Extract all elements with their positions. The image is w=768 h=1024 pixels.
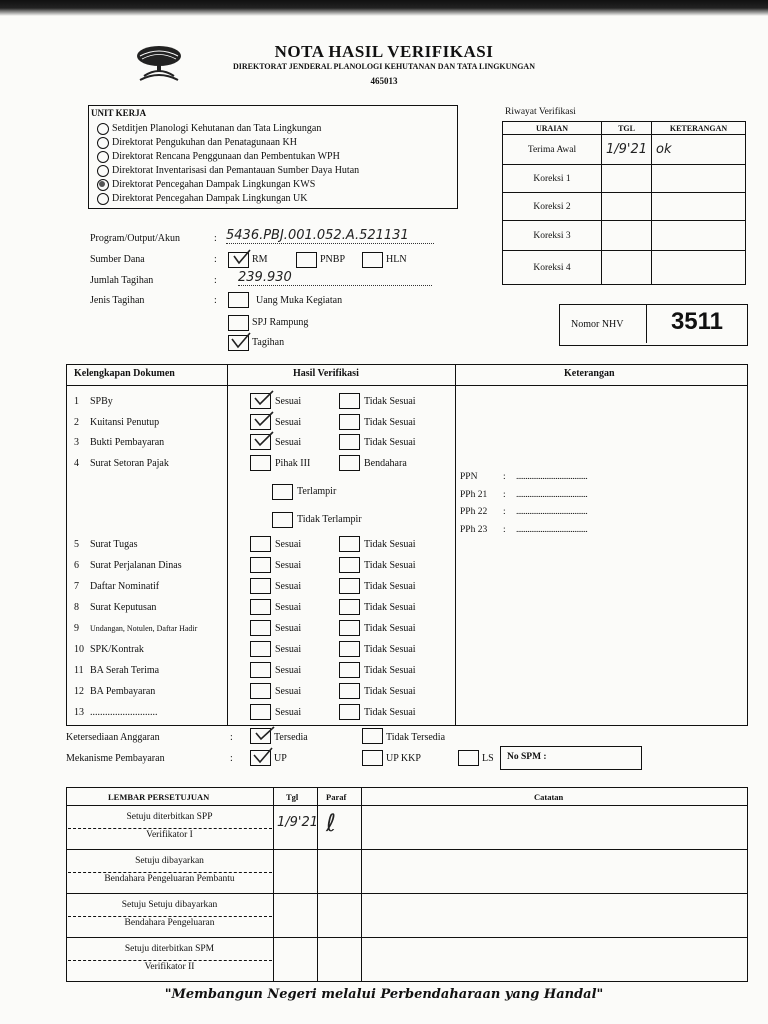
program-value: 5436.PBJ.001.052.A.521131 [226,228,434,244]
anggaran-label: Ketersediaan Anggaran [66,732,160,743]
sesuai-label: Sesuai [275,539,302,550]
unit-kerja-option-label: Direktorat Rencana Penggunaan dan Pembentukan WPH [112,151,340,162]
pajak-colon: : [503,507,506,517]
sesuai-label: Sesuai [275,581,302,592]
jenis-colon: : [214,295,217,306]
unit-kerja-option-label: Setditjen Planologi Kehutanan dan Tata Lingkungan [112,123,322,134]
sumber-label: Sumber Dana [90,254,145,265]
tidak-sesuai-label: Tidak Sesuai [364,560,416,571]
doc-number: 7 [74,581,79,592]
jenis-spj-checkbox[interactable] [228,315,249,331]
sesuai-label: Sesuai [275,707,302,718]
riwayat-cell-ket [652,251,746,285]
tidak-sesuai-checkbox[interactable] [339,641,360,657]
pajak-label: PPh 23 [460,525,488,535]
riwayat-cell-uraian: Koreksi 4 [503,251,602,285]
sumber-pnbp-checkbox[interactable] [296,252,317,268]
tidak-sesuai-checkbox[interactable] [339,599,360,615]
pajak-colon: : [503,525,506,535]
bendahara-label: Bendahara [364,458,407,469]
doc-number: 10 [74,644,84,655]
tidak-sesuai-checkbox[interactable] [339,557,360,573]
tidak-sesuai-label: Tidak Sesuai [364,644,416,655]
doc-number: 9 [74,623,79,634]
unit-kerja-option-label: Direktorat Pengukuhan dan Penatagunaan KH [112,137,297,148]
sesuai-checkbox[interactable] [250,641,271,657]
sesuai-label: Sesuai [275,665,302,676]
tidak-sesuai-checkbox[interactable] [339,662,360,678]
persetujuan-header-line [66,805,747,806]
unit-kerja-option[interactable] [97,122,359,136]
persetujuan-divider [68,872,272,873]
persetujuan-header-tgl: Tgl [286,792,299,802]
persetujuan-row-bottom: Verifikator I [146,830,193,840]
persetujuan-row-line [66,893,747,894]
doc-name: SPBy [90,396,113,407]
hasil-header: Hasil Verifikasi [293,368,359,379]
sumber-colon: : [214,254,217,265]
unit-kerja-option-label: Direktorat Inventarisasi dan Pemantauan Sumber Daya Hutan [112,165,360,176]
persetujuan-row-top: Setuju Setuju dibayarkan [121,900,218,910]
pajak-value[interactable]: ...................................... [516,472,588,482]
sesuai-label: Sesuai [275,686,302,697]
persetujuan-row-line [66,849,747,850]
page-title: NOTA HASIL VERIFIKASI [274,42,494,61]
tidak-sesuai-checkbox[interactable] [339,620,360,636]
riwayat-header-keterangan: KETERANGAN [652,122,746,135]
jumlah-value: 239.930 [238,270,432,286]
ls-checkbox[interactable] [458,750,479,766]
jenis-tagihan-label: Tagihan [252,337,285,348]
doc-name: ........................... [90,707,158,718]
persetujuan-divider [68,828,272,829]
doc-name: Undangan, Notulen, Daftar Hadir [90,624,198,633]
persetujuan-paraf[interactable]: ℓ [326,809,336,837]
doc-number: 13 [74,707,84,718]
mekanisme-colon: : [230,753,233,764]
sesuai-label: Sesuai [275,437,302,448]
radio-icon[interactable] [97,193,109,205]
nhv-label: Nomor NHV [571,319,624,330]
persetujuan-divider [68,960,272,961]
jumlah-colon: : [214,275,217,286]
tidak-sesuai-label: Tidak Sesuai [364,539,416,550]
riwayat-cell-uraian: Koreksi 3 [503,221,602,251]
sumber-pnbp-label: PNBP [320,254,346,265]
persetujuan-header-lembar: LEMBAR PERSETUJUAN [108,792,210,802]
tidak-sesuai-checkbox[interactable] [339,704,360,720]
tidak-sesuai-label: Tidak Sesuai [364,396,416,407]
sesuai-checkbox[interactable] [250,557,271,573]
riwayat-cell-uraian: Koreksi 1 [503,165,602,193]
unit-kerja-option-label: Direktorat Pencegahan Dampak Lingkungan UK [112,193,308,204]
radio-icon[interactable] [97,151,109,163]
sesuai-label: Sesuai [275,417,302,428]
riwayat-cell-tgl: 1/9'21 [602,135,652,165]
persetujuan-row-bottom: Verifikator II [144,962,195,972]
pajak-value[interactable]: ...................................... [516,507,588,517]
persetujuan-divider [68,916,272,917]
doc-number: 11 [74,665,84,676]
jenis-spj-label: SPJ Rampung [252,317,309,328]
tidak-terlampir-label: Tidak Terlampir [297,514,362,525]
pajak-colon: : [503,472,506,482]
riwayat-row [503,135,746,165]
sumber-rm-label: RM [252,254,268,265]
sesuai-checkbox[interactable] [250,620,271,636]
sesuai-checkbox[interactable] [250,704,271,720]
riwayat-title: Riwayat Verifikasi [505,107,576,117]
persetujuan-row-top: Setuju diterbitkan SPP [126,812,213,822]
checkmark-icon [253,431,275,447]
radio-icon[interactable] [97,179,109,191]
pajak-label: PPN [460,472,478,482]
kelengkapan-col-line-2 [455,364,456,725]
sesuai-label: Sesuai [275,560,302,571]
program-colon: : [214,233,217,244]
persetujuan-row-bottom: Bendahara Pengeluaran [124,918,215,928]
doc-number: 1 [74,396,79,407]
kelengkapan-header: Kelengkapan Dokumen [74,368,175,379]
doc-name: Daftar Nominatif [90,581,160,592]
pajak-label: PPh 21 [460,490,488,500]
unit-kerja-option[interactable] [97,164,359,178]
riwayat-cell-tgl [602,251,652,285]
riwayat-cell-ket [652,165,746,193]
pajak-colon: : [503,490,506,500]
tidak-sesuai-checkbox[interactable] [339,683,360,699]
nospm-box[interactable] [500,746,642,770]
doc-name: Surat Perjalanan Dinas [90,560,182,571]
tidak-sesuai-checkbox[interactable] [339,536,360,552]
persetujuan-row-top: Setuju diterbitkan SPM [124,944,215,954]
sesuai-checkbox[interactable] [250,599,271,615]
page-subtitle: DIREKTORAT JENDERAL PLANOLOGI KEHUTANAN DAN TATA LINGKUNGAN [233,62,535,71]
tidak-sesuai-checkbox[interactable] [339,578,360,594]
tidak-sesuai-label: Tidak Sesuai [364,437,416,448]
checkmark-icon [232,248,252,266]
persetujuan-tgl[interactable]: 1/9'21 [277,815,319,830]
doc-number: 6 [74,560,79,571]
persetujuan-col-line-3 [361,787,362,981]
pajak-label: PPh 22 [460,507,488,517]
sesuai-label: Sesuai [275,602,302,613]
sesuai-checkbox[interactable] [250,662,271,678]
doc-number: 12 [74,686,84,697]
unit-kerja-label: UNIT KERJA [91,108,147,118]
persetujuan-row-line [66,937,747,938]
nhv-box [559,304,748,346]
riwayat-cell-ket [652,193,746,221]
radio-icon[interactable] [97,123,109,135]
checkmark-icon [253,390,275,406]
riwayat-row [503,193,746,221]
jenis-label: Jenis Tagihan [90,295,145,306]
nospm-label: No SPM : [507,752,547,762]
doc-number: 8 [74,602,79,613]
pajak-value[interactable]: ...................................... [516,490,588,500]
riwayat-cell-uraian: Koreksi 2 [503,193,602,221]
unit-kerja-option[interactable] [97,192,359,206]
sesuai-label: Sesuai [275,623,302,634]
riwayat-row [503,221,746,251]
riwayat-header-tgl: TGL [602,122,652,135]
doc-number: 2 [74,417,79,428]
kelengkapan-col-line-1 [227,364,228,725]
riwayat-row [503,165,746,193]
jenis-umk-label: Uang Muka Kegiatan [256,295,343,306]
checkmark-icon [254,725,276,741]
unit-kerja-option-label: Direktorat Pencegahan Dampak Lingkungan KWS [112,179,316,190]
tidak-sesuai-checkbox[interactable] [339,434,360,450]
keterangan-header: Keterangan [564,368,615,379]
upkkp-checkbox[interactable] [362,750,383,766]
pihak3-label: Pihak III [275,458,311,469]
mekanisme-label: Mekanisme Pembayaran [66,753,165,764]
unit-kerja-box [88,105,458,209]
riwayat-row [503,251,746,285]
doc-name: SPK/Kontrak [90,644,144,655]
terlampir-label: Terlampir [297,486,337,497]
sesuai-checkbox[interactable] [250,683,271,699]
checkmark-icon [253,411,275,427]
nhv-value: 3511 [670,308,724,335]
doc-number: 3 [74,437,79,448]
tidak-tersedia-label: Tidak Tersedia [386,732,446,743]
doc-name: Kuitansi Penutup [90,417,160,428]
scan-edge [0,0,768,16]
terlampir-checkbox[interactable] [272,484,293,500]
tidak-sesuai-label: Tidak Sesuai [364,581,416,592]
upkkp-label: UP KKP [386,753,421,764]
tidak-sesuai-label: Tidak Sesuai [364,623,416,634]
pajak-value[interactable]: ...................................... [516,525,588,535]
motto: "Membangun Negeri melalui Perbendaharaan yang Handal" [164,987,604,1002]
jenis-umk-checkbox[interactable] [228,292,249,308]
sesuai-checkbox[interactable] [250,578,271,594]
riwayat-cell-tgl [602,165,652,193]
doc-name: BA Serah Terima [90,665,160,676]
tidak-sesuai-label: Tidak Sesuai [364,602,416,613]
sesuai-label: Sesuai [275,644,302,655]
nhv-value-box [646,305,747,343]
doc-number: 5 [74,539,79,550]
anggaran-colon: : [230,732,233,743]
sesuai-label: Sesuai [275,396,302,407]
riwayat-cell-ket [652,221,746,251]
checkmark-icon [230,331,252,349]
program-label: Program/Output/Akun [90,233,180,244]
doc-name: Surat Tugas [90,539,138,550]
riwayat-table [502,121,746,285]
sumber-hln-checkbox[interactable] [362,252,383,268]
up-label: UP [274,753,287,764]
doc-name: Surat Keputusan [90,602,157,613]
unit-code: 465013 [370,76,398,86]
doc-name: BA Pembayaran [90,686,156,697]
riwayat-cell-tgl [602,193,652,221]
unit-kerja-option[interactable] [97,150,359,164]
jumlah-label: Jumlah Tagihan [90,275,154,286]
sesuai-checkbox[interactable] [250,536,271,552]
riwayat-cell-uraian: Terima Awal [503,135,602,165]
radio-icon[interactable] [97,165,109,177]
tidak-sesuai-label: Tidak Sesuai [364,417,416,428]
tidak-tersedia-checkbox[interactable] [362,728,383,744]
tidak-sesuai-checkbox[interactable] [339,393,360,409]
tidak-sesuai-label: Tidak Sesuai [364,707,416,718]
persetujuan-header-catatan: Catatan [534,792,564,802]
checkmark-icon [252,746,274,764]
tidak-terlampir-checkbox[interactable] [272,512,293,528]
persetujuan-row-bottom: Bendahara Pengeluaran Pembantu [104,874,235,884]
kelengkapan-header-line [66,385,747,386]
tersedia-label: Tersedia [274,732,308,743]
tidak-sesuai-label: Tidak Sesuai [364,686,416,697]
doc-name: Bukti Pembayaran [90,437,165,448]
riwayat-cell-ket: ok [652,135,746,165]
doc-number: 4 [74,458,79,469]
persetujuan-row-top: Setuju dibayarkan [135,856,204,866]
ls-label: LS [482,753,494,764]
tidak-sesuai-label: Tidak Sesuai [364,665,416,676]
radio-icon[interactable] [97,137,109,149]
pihak3-checkbox[interactable] [250,455,271,471]
riwayat-header-uraian: URAIAN [503,122,602,135]
unit-kerja-options [97,122,359,206]
bendahara-checkbox[interactable] [339,455,360,471]
sumber-hln-label: HLN [386,254,407,265]
doc-name: Surat Setoran Pajak [90,458,169,469]
tidak-sesuai-checkbox[interactable] [339,414,360,430]
persetujuan-header-paraf: Paraf [326,792,347,802]
riwayat-cell-tgl [602,221,652,251]
unit-kerja-option[interactable] [97,178,359,192]
unit-kerja-option[interactable] [97,136,359,150]
persetujuan-col-line-1 [273,787,274,981]
